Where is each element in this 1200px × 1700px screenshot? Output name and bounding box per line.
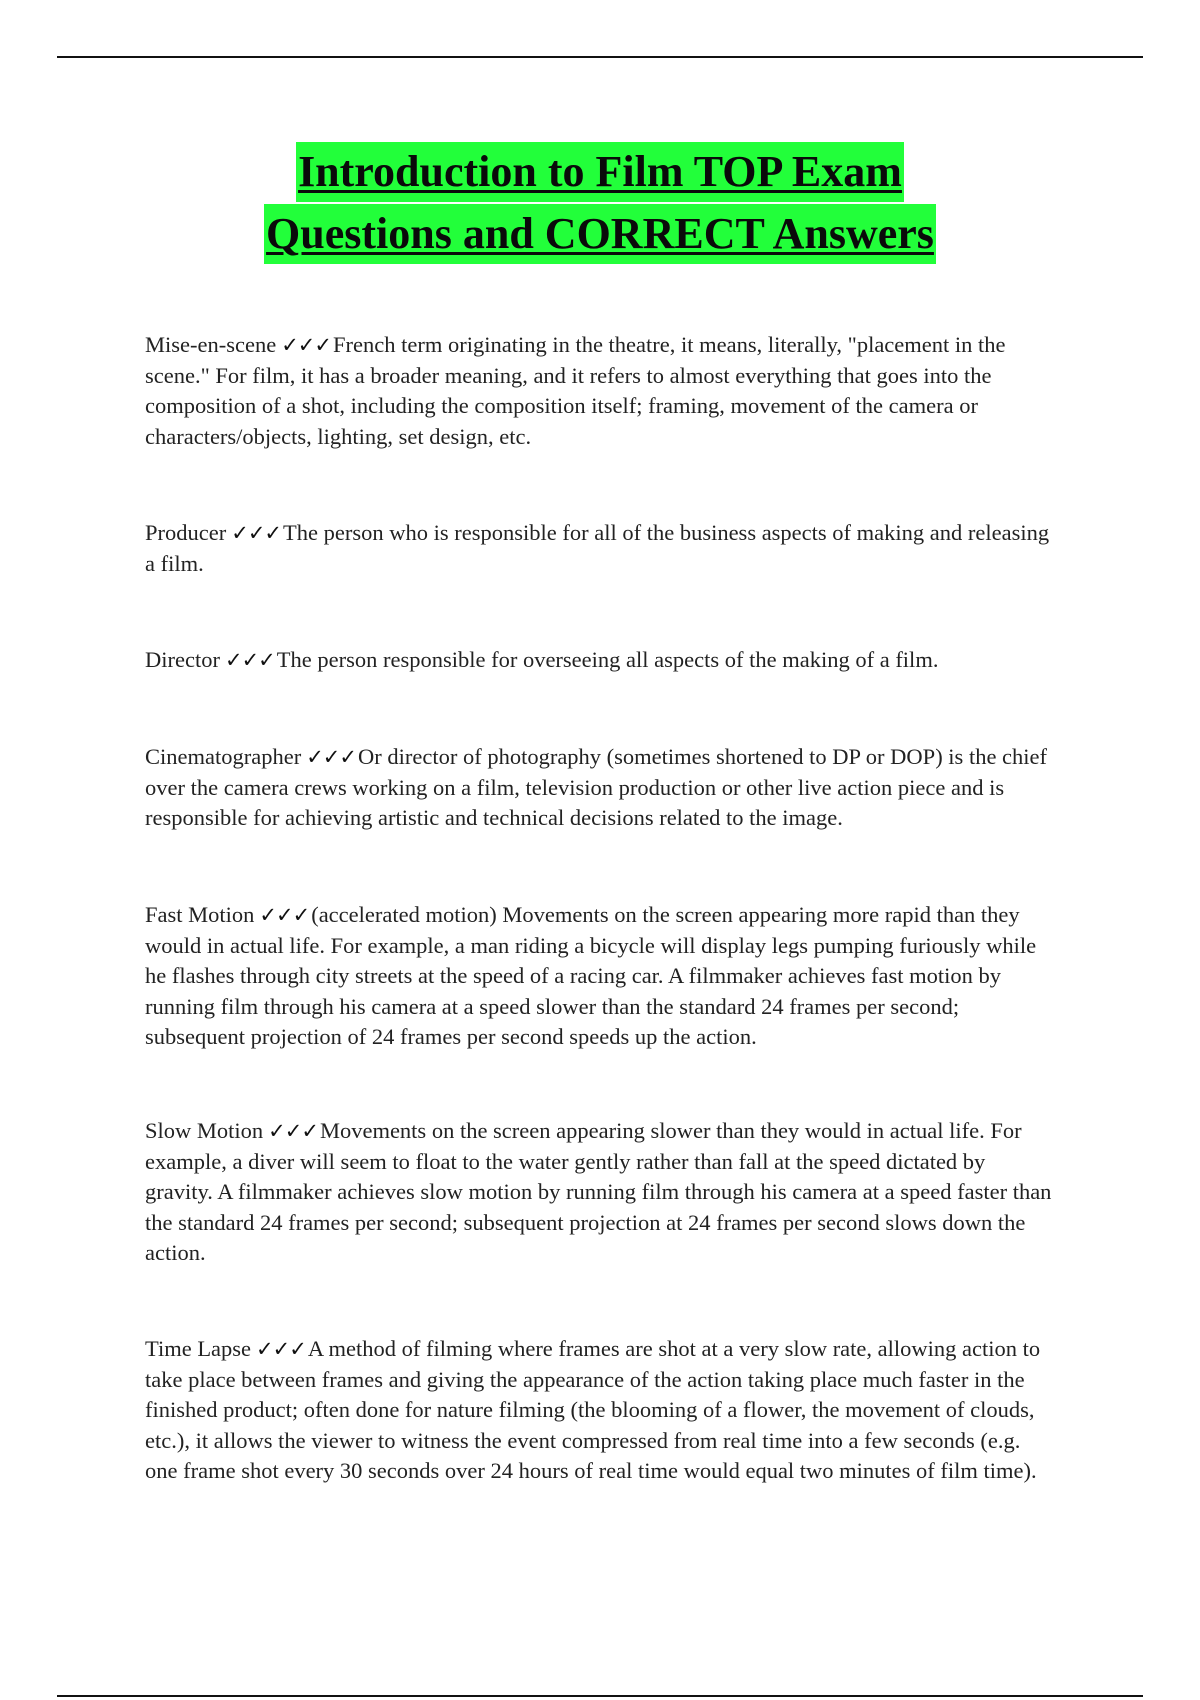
entry-term: Time Lapse — [145, 1336, 252, 1361]
check-icon: ✓✓✓ — [224, 648, 275, 672]
entry-item — [145, 518, 1055, 579]
check-icon: ✓✓✓ — [256, 1337, 306, 1361]
entry-item — [145, 645, 1055, 676]
entry-definition: Movements on the screen appearing slower than they would in actual life. For example, a diver will seem to float to the water gently rather than fall at the speed dictated by gravity. A filmmaker achieves slow motion by running film through his camera at a speed faster than the standard 24 frames per second; subsequent projection at 24 frames per second slows down the action. — [145, 1118, 1052, 1265]
entry-definition: French term originating in the theatre, it means, literally, "placement in the scene." For film, it has a broader meaning, and it refers to almost everything that goes into the composition of a shot, including the composition itself; framing, movement of the camera or characters/objects, lighting, set design, etc. — [145, 332, 1006, 449]
entry-term: Director — [145, 647, 220, 672]
entry-definition: (accelerated motion) Movements on the screen appearing more rapid than they would in actual life. For example, a man riding a bicycle will display legs pumping furiously while he flashes through city streets at the speed of a racing car. A filmmaker achieves fast motion by running film through his camera at a speed slower than the standard 24 frames per second; subsequent projection of 24 frames per second speeds up the action. — [145, 902, 1037, 1049]
entry-item — [145, 1334, 1055, 1487]
entry-definition: The person who is responsible for all of the business aspects of making and releasing a film. — [145, 520, 1050, 576]
page-title — [0, 142, 1200, 266]
entry-term: Fast Motion — [145, 902, 255, 927]
check-icon: ✓✓✓ — [281, 333, 331, 357]
entry-term: Mise-en-scene — [145, 332, 277, 357]
entry-item — [145, 900, 1055, 1053]
check-icon: ✓✓✓ — [259, 903, 310, 927]
title-line-2: Questions and CORRECT Answers — [264, 204, 936, 264]
check-icon: ✓✓✓ — [306, 745, 356, 769]
check-icon: ✓✓✓ — [268, 1119, 318, 1143]
entry-definition: Or director of photography (sometimes shortened to DP or DOP) is the chief over the camera crews working on a film, television production or other live action piece and is responsible for achieving artistic and technical decisions related to the image. — [145, 744, 1048, 830]
entry-term: Cinematographer — [145, 744, 302, 769]
check-icon: ✓✓✓ — [231, 521, 282, 545]
entry-definition: The person responsible for overseeing all aspects of the making of a film. — [276, 647, 939, 672]
top-rule — [57, 56, 1143, 58]
entry-item — [145, 1116, 1055, 1269]
bottom-rule — [57, 1695, 1143, 1697]
entry-item — [145, 330, 1055, 452]
entry-definition: A method of filming where frames are shot at a very slow rate, allowing action to take place between frames and giving the appearance of the action taking place much faster in the finished product; often done for nature filming (the blooming of a flower, the movement of clouds, etc.), it allows the viewer to witness the event compressed from real time into a few seconds (e.g. one frame shot every 30 seconds over 24 hours of real time would equal two minutes of film time). — [145, 1336, 1041, 1483]
entry-term: Producer — [145, 520, 227, 545]
title-line-1: Introduction to Film TOP Exam — [296, 142, 904, 202]
entry-item — [145, 742, 1055, 834]
entry-term: Slow Motion — [145, 1118, 264, 1143]
